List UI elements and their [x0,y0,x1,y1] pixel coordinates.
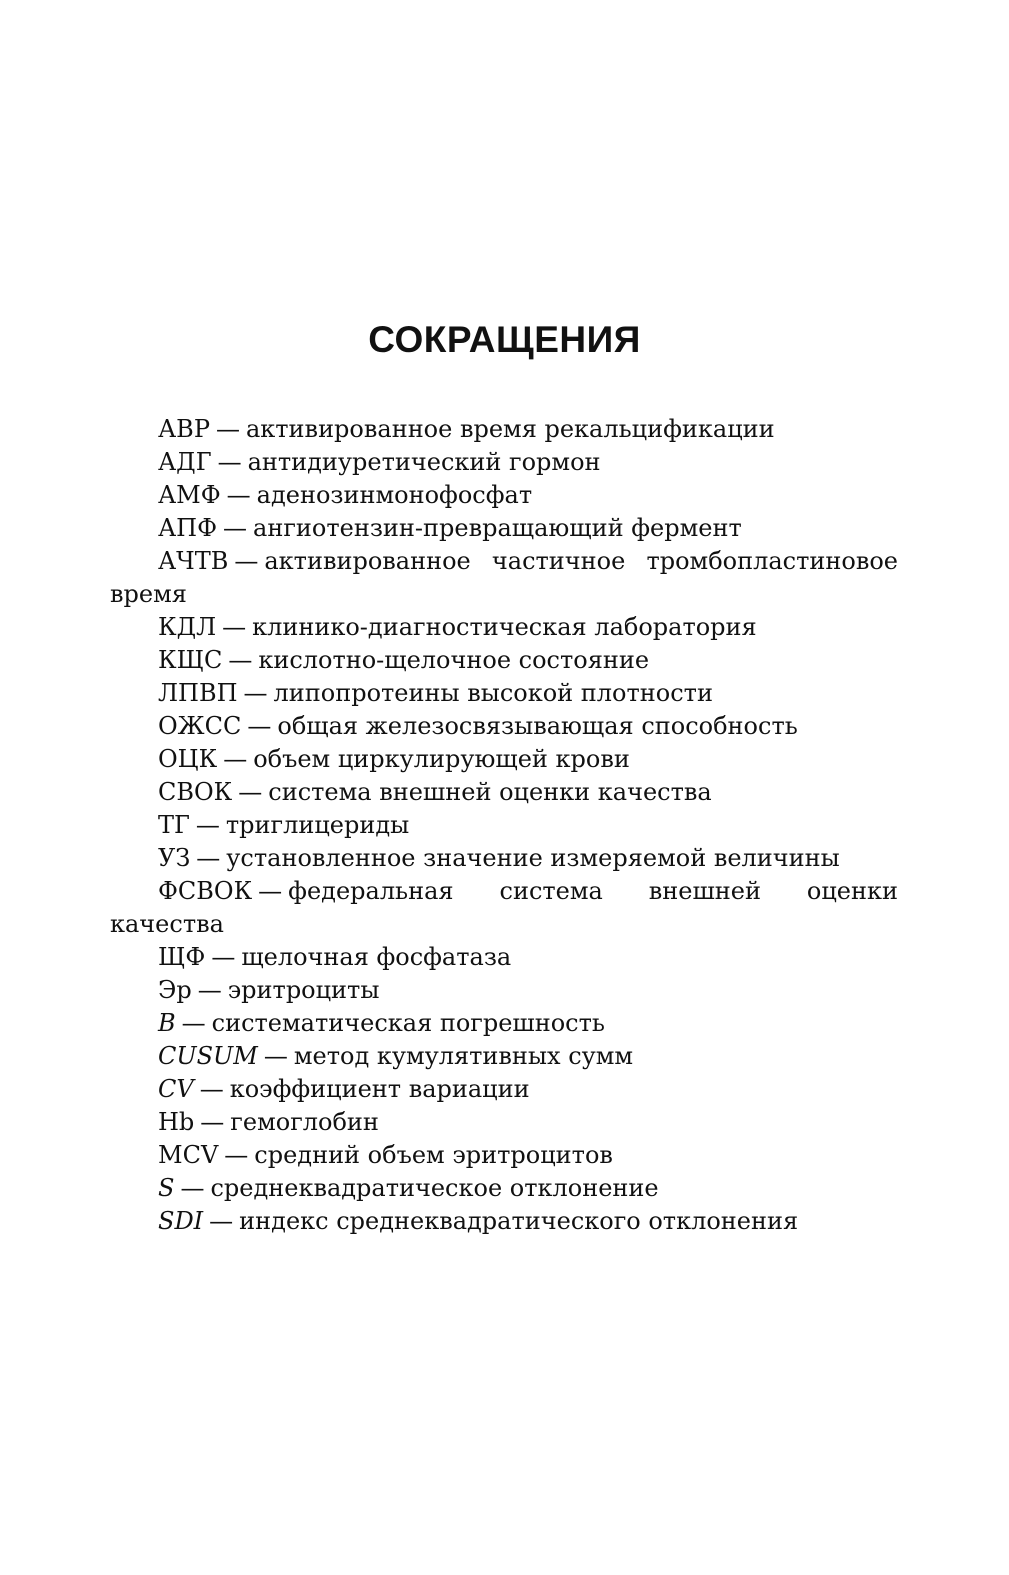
dash-separator: — [197,976,222,1004]
abbreviation-definition: ангиотензин-превращающий фермент [253,514,742,542]
abbreviation-entry-shf [110,941,898,974]
abbreviation-definition: аденозинмонофосфат [256,481,533,509]
dash-separator: — [199,1075,224,1103]
abbreviation-entry-lpvp [110,677,898,710]
abbreviation-entry-er [110,974,898,1007]
abbreviation-definition: среднеквадратическое отклонение [210,1174,659,1202]
abbreviation-term: СВОК [158,778,233,806]
abbreviation-definition: система внешней оценки качества [268,778,712,806]
dash-separator: — [263,1042,288,1070]
abbreviation-definition: метод кумулятивных сумм [293,1042,634,1070]
abbreviation-definition: кислотно-щелочное состояние [258,646,650,674]
abbreviation-entry-sdi [110,1205,898,1238]
abbreviation-term: Эр [158,976,192,1004]
dash-separator: — [217,448,242,476]
dash-separator: — [228,646,253,674]
page-title: СОКРАЩЕНИЯ [368,319,641,360]
abbreviation-definition: активированное частичное тромбопластиновое время [110,547,898,608]
abbreviation-entry-adg [110,446,898,479]
abbreviation-list [110,413,898,1238]
abbreviation-term: SDI [158,1207,204,1235]
abbreviation-entry-b [110,1007,898,1040]
abbreviation-term: АМФ [158,481,221,509]
abbreviation-definition: установленное значение измеряемой величины [226,844,840,872]
abbreviation-term: S [158,1174,175,1202]
abbreviation-definition: федеральная система внешней оценки качества [110,877,898,938]
dash-separator: — [196,844,221,872]
abbreviation-definition: активированное время рекальцификации [245,415,775,443]
abbreviation-entry-avr [110,413,898,446]
abbreviation-definition: гемоглобин [230,1108,379,1136]
abbreviation-definition: объем циркулирующей крови [253,745,630,773]
abbreviation-definition: средний объем эритроцитов [254,1141,613,1169]
abbreviation-entry-hb [110,1106,898,1139]
dash-separator: — [223,514,248,542]
abbreviation-term: B [158,1009,176,1037]
dash-separator: — [180,1174,205,1202]
abbreviation-term: MCV [158,1141,219,1169]
abbreviation-definition: индекс среднеквадратического отклонения [239,1207,799,1235]
abbreviation-definition: липопротеины высокой плотности [273,679,713,707]
abbreviation-term: CV [158,1075,194,1103]
dash-separator: — [222,613,247,641]
abbreviation-definition: антидиуретический гормон [247,448,601,476]
abbreviation-entry-kshs [110,644,898,677]
abbreviation-term: ОЦК [158,745,218,773]
dash-separator: — [258,877,283,905]
dash-separator: — [238,778,263,806]
dash-separator: — [181,1009,206,1037]
abbreviation-term: Hb [158,1108,195,1136]
abbreviation-entry-ock [110,743,898,776]
abbreviation-definition: триглицериды [225,811,410,839]
dash-separator: — [223,745,248,773]
abbreviation-term: АВР [158,415,210,443]
dash-separator: — [209,1207,234,1235]
abbreviation-term: УЗ [158,844,191,872]
abbreviation-term: ЩФ [158,943,206,971]
abbreviation-entry-cusum [110,1040,898,1073]
abbreviation-entry-svok [110,776,898,809]
abbreviation-term: АПФ [158,514,218,542]
dash-separator: — [247,712,272,740]
abbreviation-definition: систематическая погрешность [211,1009,605,1037]
abbreviation-term: КЩС [158,646,223,674]
dash-separator: — [200,1108,225,1136]
abbreviation-definition: щелочная фосфатаза [241,943,512,971]
abbreviation-entry-cv [110,1073,898,1106]
abbreviation-entry-ozhss [110,710,898,743]
abbreviation-entry-uz [110,842,898,875]
dash-separator: — [224,1141,249,1169]
abbreviation-term: CUSUM [158,1042,258,1070]
abbreviation-entry-apf [110,512,898,545]
dash-separator: — [234,547,259,575]
abbreviation-entry-kdl [110,611,898,644]
abbreviation-entry-mcv [110,1139,898,1172]
abbreviation-entry-fsvok [110,875,898,941]
abbreviation-entry-achtv [110,545,898,611]
abbreviation-entry-s [110,1172,898,1205]
abbreviation-entry-amf [110,479,898,512]
abbreviation-term: ЛПВП [158,679,238,707]
abbreviation-definition: клинико-диагностическая лаборатория [252,613,757,641]
abbreviation-term: ФСВОК [158,877,253,905]
abbreviation-definition: эритроциты [227,976,380,1004]
dash-separator: — [195,811,220,839]
dash-separator: — [215,415,240,443]
dash-separator: — [243,679,268,707]
abbreviation-definition: коэффициент вариации [229,1075,530,1103]
dash-separator: — [226,481,251,509]
abbreviation-term: КДЛ [158,613,217,641]
abbreviation-term: ОЖСС [158,712,242,740]
abbreviation-term: АДГ [158,448,212,476]
abbreviation-term: АЧТВ [158,547,229,575]
dash-separator: — [211,943,236,971]
abbreviation-term: ТГ [158,811,190,839]
abbreviation-definition: общая железосвязывающая способность [277,712,798,740]
abbreviation-entry-tg [110,809,898,842]
